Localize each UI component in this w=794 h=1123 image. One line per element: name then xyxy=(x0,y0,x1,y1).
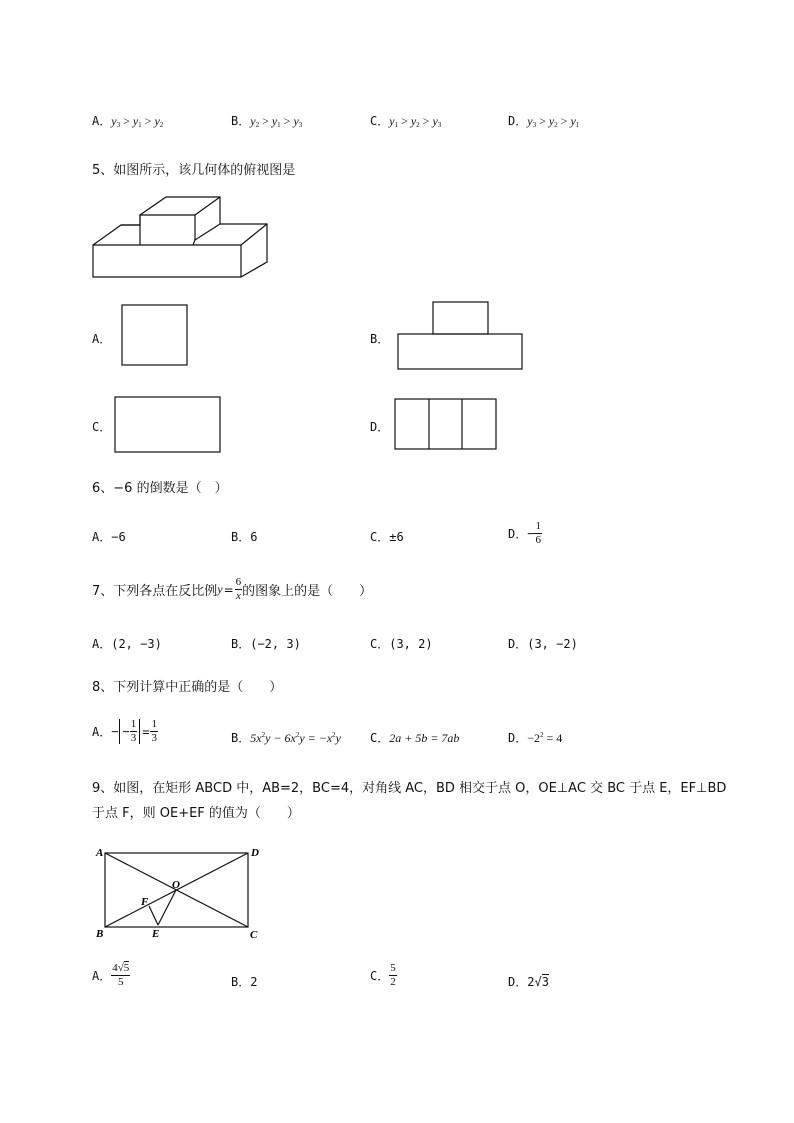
radicand: 3 xyxy=(541,975,549,989)
fraction-denominator: 2 xyxy=(390,976,396,988)
option-label: B． xyxy=(231,114,251,128)
inner-minus-sign: − xyxy=(122,724,130,739)
q9-stem-line1: 9、如图，在矩形 ABCD 中，AB=2，BC=4，对角线 AC，BD 相交于点 O，OE⊥AC 交 BC 于点 E，EF⊥BD xyxy=(92,781,727,796)
greater-than-sign: > xyxy=(283,114,291,128)
q8-stem: 8、下列计算中正确的是（ ） xyxy=(92,680,283,695)
variable: $y_1$ xyxy=(570,114,580,129)
fraction-denominator: 6 xyxy=(535,534,541,546)
subscript: 2 xyxy=(416,121,420,129)
option-label: A． xyxy=(92,114,112,128)
label-O: O xyxy=(172,879,180,891)
q9-stem-line2: 于点 F，则 OE+EF 的值为（ ） xyxy=(92,806,300,821)
subscript: 3 xyxy=(532,121,537,129)
greater-than-sign: > xyxy=(401,114,408,128)
radicand: 5 xyxy=(123,962,130,974)
equals-sign: = xyxy=(223,582,234,597)
option-label: D． xyxy=(508,527,528,541)
exponent: 2 xyxy=(540,731,544,739)
fraction-denominator: 5 xyxy=(118,976,124,988)
option-label: A． xyxy=(92,969,112,983)
label-E: E xyxy=(152,928,160,940)
greater-than-sign: > xyxy=(144,114,152,128)
fraction xyxy=(389,963,397,988)
subscript: 1 xyxy=(575,121,580,129)
q6-option-c[interactable]: C．±6 xyxy=(370,530,404,544)
q5-option-d[interactable]: D． xyxy=(370,420,390,434)
minus-sign: − xyxy=(111,724,119,739)
q6-option-a[interactable]: A．−6 xyxy=(92,530,126,544)
subscript: 1 xyxy=(394,121,399,129)
option-c-expression: 2a + 5b = 7ab xyxy=(389,731,460,745)
option-label: D． xyxy=(508,975,528,989)
fraction-numerator xyxy=(111,963,130,976)
q7-option-a[interactable]: A．(2, −3) xyxy=(92,637,162,651)
q5-option-b[interactable]: B． xyxy=(370,332,390,346)
coefficient: 2 xyxy=(527,975,535,989)
exponent: 2 xyxy=(295,731,300,739)
subscript: 3 xyxy=(298,121,303,129)
option-label: C． xyxy=(370,731,390,745)
q5-option-a[interactable]: A． xyxy=(92,332,112,346)
subscript: 1 xyxy=(277,121,281,129)
option-label: B． xyxy=(231,731,251,745)
q9-option-a[interactable] xyxy=(92,963,130,988)
q9-option-c[interactable] xyxy=(370,963,397,988)
q7-option-c[interactable]: C．(3, 2) xyxy=(370,637,433,651)
subscript: 3 xyxy=(437,121,442,129)
greater-than-sign: > xyxy=(560,114,568,128)
variable: $y_1$ xyxy=(271,114,281,129)
coefficient: 4 xyxy=(112,962,118,974)
expr-part: 5x xyxy=(250,731,262,745)
fraction-denominator: x xyxy=(235,590,241,602)
equals-sign: = xyxy=(142,724,150,739)
variable: $y_3$ xyxy=(111,114,121,129)
greater-than-sign: > xyxy=(262,114,269,128)
label-D: D xyxy=(251,847,259,859)
q7-option-d[interactable]: D．(3, −2) xyxy=(508,637,578,651)
fraction-numerator: 1 xyxy=(535,520,541,532)
variable: $y_2$ xyxy=(548,114,558,129)
expr-part: y xyxy=(335,731,341,745)
fraction-numerator: 6 xyxy=(235,576,242,588)
variable: $y_2$ xyxy=(250,114,260,129)
variable: $y_1$ xyxy=(389,114,399,129)
variable: $y_2$ xyxy=(410,114,420,129)
q6-option-b[interactable]: B．6 xyxy=(231,530,258,544)
exponent: 2 xyxy=(332,731,336,739)
option-label: C． xyxy=(370,969,390,983)
label-A: A xyxy=(96,847,104,859)
option-label: C． xyxy=(370,114,390,128)
variable: $y_3$ xyxy=(293,114,303,129)
q9-option-d[interactable] xyxy=(508,973,549,990)
subscript: 3 xyxy=(116,121,121,129)
subscript: 2 xyxy=(554,121,558,129)
q7-option-b[interactable]: B．(−2, 3) xyxy=(231,637,301,651)
fraction xyxy=(111,963,130,988)
fraction-denominator: 3 xyxy=(130,732,137,744)
q9-option-b[interactable]: B．2 xyxy=(231,975,258,989)
var-y: y xyxy=(217,582,223,596)
fraction-denominator: 3 xyxy=(151,732,157,744)
expr-part: −2 xyxy=(527,731,541,745)
option-label: D． xyxy=(508,114,528,128)
option-label: D． xyxy=(508,731,528,745)
label-F: F xyxy=(141,896,149,908)
label-B: B xyxy=(96,928,104,940)
q7-stem-pre: 7、下列各点在反比例 xyxy=(92,584,218,599)
fraction-numerator: 5 xyxy=(390,962,396,974)
greater-than-sign: > xyxy=(123,114,130,128)
subscript: 2 xyxy=(159,121,164,129)
minus-sign: − xyxy=(527,526,535,541)
fraction-numerator: 1 xyxy=(130,718,137,730)
label-C: C xyxy=(250,929,258,941)
q5-stem: 5、如图所示，该几何体的俯视图是 xyxy=(92,163,296,178)
variable: $y_3$ xyxy=(527,114,537,129)
variable: $y_2$ xyxy=(154,114,164,129)
expr-part: y = −x xyxy=(299,731,333,745)
q7-stem-post: 的图象上的是（ ） xyxy=(242,584,373,599)
exponent: 2 xyxy=(261,731,266,739)
variable: $y_1$ xyxy=(132,114,142,129)
sqrt-symbol: √ xyxy=(117,962,124,974)
fraction-numerator: 1 xyxy=(151,718,157,730)
expr-part: = 4 xyxy=(543,731,563,745)
sqrt-symbol: √ xyxy=(534,975,542,989)
q6-stem: 6、−6 的倒数是（ ） xyxy=(92,481,228,496)
greater-than-sign: > xyxy=(422,114,430,128)
subscript: 2 xyxy=(255,121,260,129)
option-label: A． xyxy=(92,725,112,739)
subscript: 1 xyxy=(138,121,142,129)
variable: $y_3$ xyxy=(432,114,442,129)
q5-option-c[interactable]: C． xyxy=(92,420,112,434)
expr-part: y − 6x xyxy=(265,731,296,745)
greater-than-sign: > xyxy=(539,114,546,128)
